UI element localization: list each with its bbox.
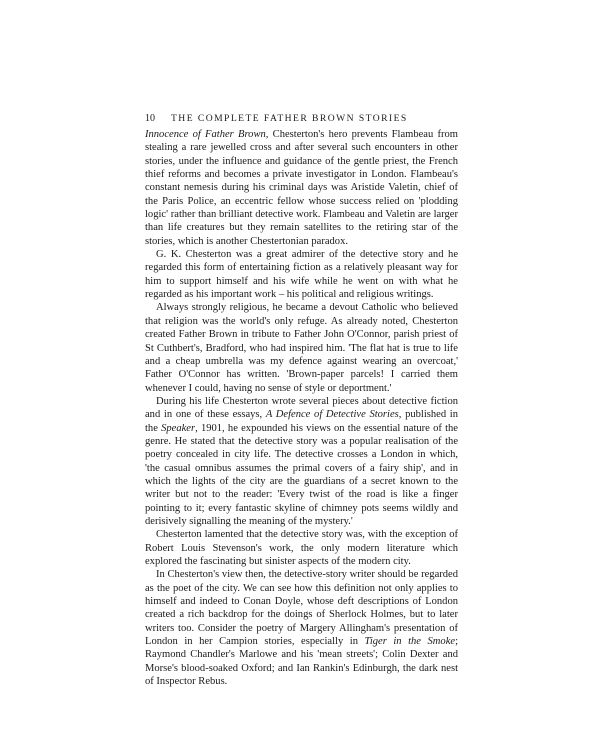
book-page: [145, 113, 458, 688]
page-number: 10: [145, 113, 155, 124]
body-text: [145, 128, 458, 688]
paragraph-2: [145, 248, 458, 301]
paragraph-4: [145, 395, 458, 528]
paragraph-1: [145, 128, 458, 248]
novel-title: Tiger in the Smoke: [364, 636, 456, 648]
paragraph-1-text: , Chesterton's hero prevents Flambeau from stealing a rare jewelled cross and after several such encounters in other stories, under the influence and guidance of the gentle priest, the French thief reforms and becomes a private investigator in London. Flambeau's constant nemesis during his criminal days was Aristide Valetin, chief of the Paris Police, an eccentric fellow whose success relied on 'plodding logic' rather than brilliant detective work. Flambeau and Valetin are larger than life creatures but they remain satellites to the retiring star of the stories, which is another Chestertonian paradox.: [145, 129, 458, 247]
paragraph-4-text-b: , published in the: [145, 409, 458, 434]
essay-title: A Defence of Detective Stories: [265, 409, 399, 421]
paragraph-6-text-b: ; Raymond Chandler's Marlowe and his 'mean streets'; Colin Dexter and Morse's blood-soaked Oxford; and Ian Rankin's Edinburgh, the dark nest of Inspector Rebus.: [145, 636, 458, 688]
paragraph-4-text-c: , 1901, he expounded his views on the essential nature of the genre. He stated that the detective story was a popular realisation of the poetry concealed in city life. The detective crosses a London in which, 'the casual omnibus assumes the primal covers of a fairy ship', and in which the lights of the city are the guardians of a secret known to the writer but not to the reader: 'Every twist of the road is like a finger pointing to it; every fantastic skyline of chimney pots seems wildly and derisively signalling the meaning of the mystery.': [145, 422, 458, 527]
paragraph-2-text: G. K. Chesterton was a great admirer of the detective story and he regarded this form of entertaining fiction as a relatively pleasant way for him to support himself and his wife while he went on with what he regarded as his important work – his political and religious writings.: [145, 249, 458, 301]
book-title-innocence: Innocence of Father Brown: [145, 129, 266, 140]
paragraph-3-text: Always strongly religious, he became a devout Catholic who believed that religion was the world's only refuge. As already noted, Chesterton created Father Brown in tribute to Father John O'Connor, parish priest of St Cuthbert's, Bradford, who had inspired him. 'The flat hat is true to life and a cheap umbrella was my defence against wearing an overcoat,' Father O'Connor has written. 'Brown-paper parcels! I carried them whenever I could, having no sense of style or deportment.': [145, 302, 458, 394]
paragraph-3: [145, 301, 458, 394]
running-head: [145, 113, 458, 124]
running-head-title: THE COMPLETE FATHER BROWN STORIES: [171, 113, 408, 124]
paragraph-5-text: Chesterton lamented that the detective story was, with the exception of Robert Louis Stevenson's work, the only modern literature which explored the fascinating but sinister aspects of the modern city.: [145, 529, 458, 567]
paragraph-5: [145, 528, 458, 568]
paragraph-6: [145, 568, 458, 688]
periodical-title: Speaker: [161, 422, 196, 434]
paragraph-4-text-a: During his life Chesterton wrote several pieces about detective fiction and in one of these essays,: [145, 395, 458, 421]
paragraph-6-text-a: In Chesterton's view then, the detective-story writer should be regarded as the poet of the city. We can see how this definition not only applies to himself and indeed to Conan Doyle, whose deft descriptions of London created a rich backdrop for the doings of Sherlock Holmes, but to later writers too. Consider the poetry of Margery Allingham's presentation of London in her Campion stories, especially in: [145, 569, 458, 648]
